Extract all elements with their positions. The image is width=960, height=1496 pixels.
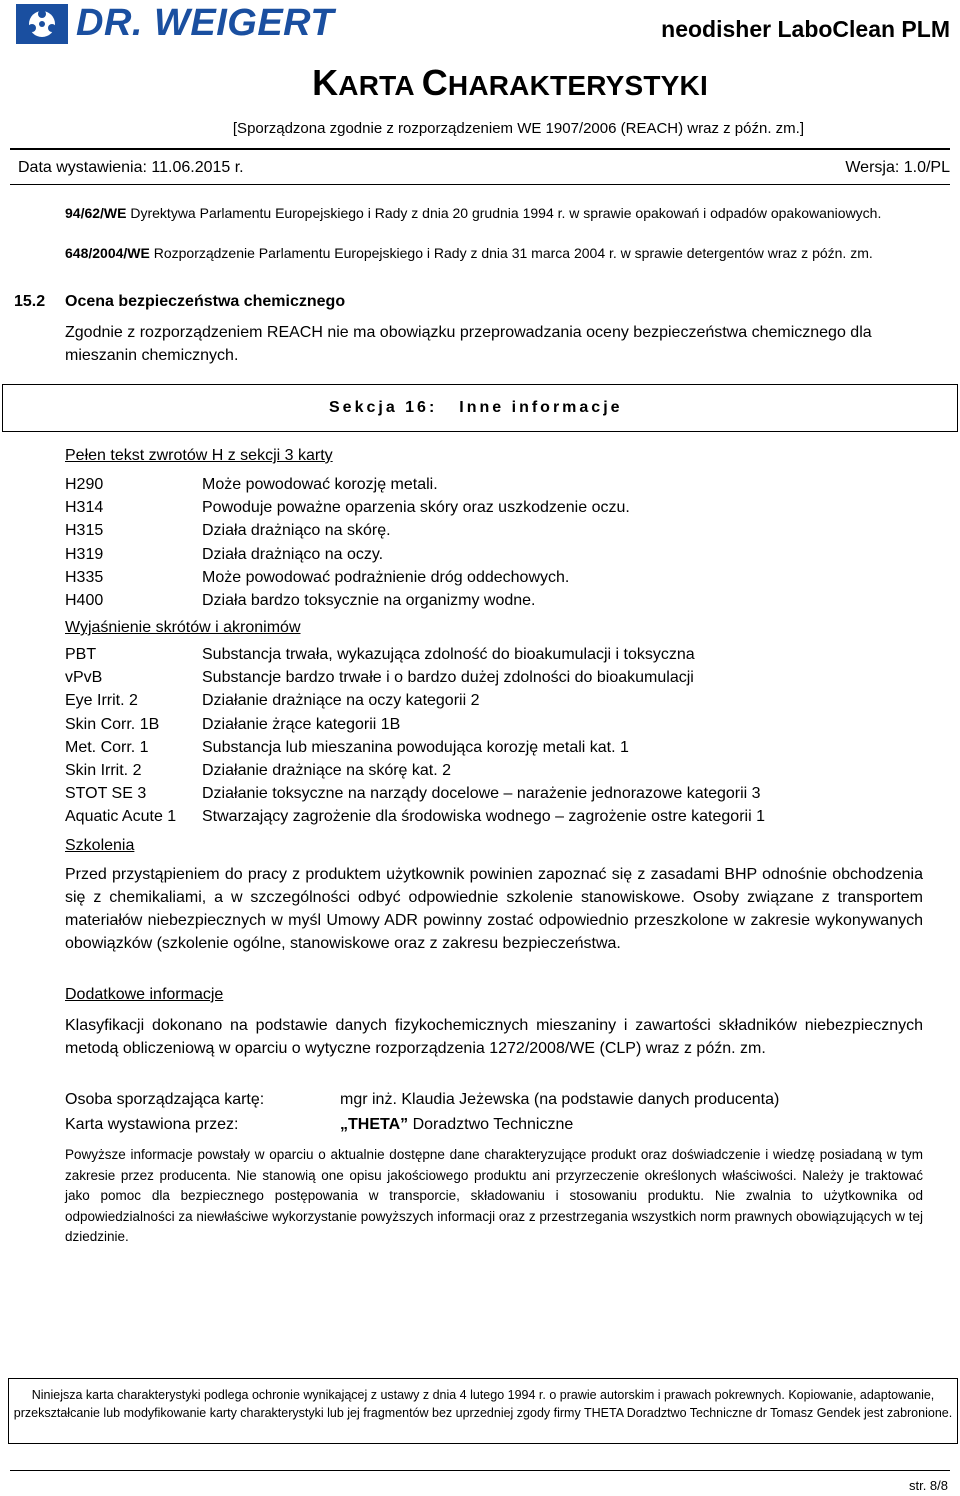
- h-statements-heading: Pełen tekst zwrotów H z sekcji 3 karty: [65, 447, 333, 464]
- h-statement-row: [65, 569, 569, 587]
- section-15-2-title: Ocena bezpieczeństwa chemicznego: [65, 293, 346, 310]
- h-statement-code: H315: [65, 522, 104, 540]
- training-text: Przed przystąpieniem do pracy z produktem użytkownik powinien zapoznać się z zasadami BHP odnośnie obchodzenia się z chemikaliami, a w szczególności odbyć odpowiednie szkolenie stanowiskowe. Osoby związane z transportem materiałów niebezpiecznych w myśl Umowy ADR powinny zostać odpowiednio przeszkolone w zakresie wykonywanych obowiązków (szkolenie ogólne, stanowiskowe oraz z zakresu bezpieczeństwa.: [65, 866, 923, 952]
- law-648-2004: [65, 243, 931, 263]
- logo-text: DR. WEIGERT: [76, 2, 335, 44]
- abbreviation-text: Substancja lub mieszanina powodująca korozję metali kat. 1: [202, 738, 629, 756]
- h-statement-text: Może powodować podrażnienie dróg oddechowych.: [202, 568, 570, 586]
- abbreviation-row: [65, 762, 451, 780]
- version: Wersja: 1.0/PL: [845, 159, 950, 176]
- h-statement-row: [65, 499, 630, 517]
- header-divider-bottom: [10, 184, 950, 185]
- copyright-footer: Niniejsza karta charakterystyki podlega ochronie wynikającej z ustawy z dnia 4 lutego 1994 r. o prawie autorskim i prawach pokrewnych. Kopiowanie, adaptowanie, przekształcanie lub modyfikowanie karty charakterystyki lub jej fragmentów bez uprzedniej zgody firmy THETA Doradztwo Techniczne dr Tomasz Gendek jest zabronione.: [8, 1378, 958, 1444]
- h-statement-row: [65, 546, 383, 564]
- document-title: [0, 62, 960, 104]
- abbreviation-text: Stwarzający zagrożenie dla środowiska wodnego – zagrożenie ostre kategorii 1: [202, 808, 765, 826]
- abbreviation-code: Eye Irrit. 2: [65, 692, 138, 710]
- law1-text: Dyrektywa Parlamentu Europejskiego i Rady z dnia 20 grudnia 1994 r. w sprawie opakowań i odpadów opakowaniowych.: [126, 205, 882, 221]
- h-statement-code: H400: [65, 592, 104, 609]
- h-statement-text: Powoduje poważne oparzenia skóry oraz uszkodzenie oczu.: [202, 499, 630, 517]
- abbreviation-code: Skin Irrit. 2: [65, 762, 142, 779]
- h-statement-code: H290: [65, 476, 104, 493]
- abbreviation-text: Działanie drażniące na skórę kat. 2: [202, 762, 452, 779]
- logo-mark-icon: [14, 2, 70, 46]
- h-statement-code: H335: [65, 568, 104, 586]
- regulation-note: [Sporządzona zgodnie z rozporządzeniem WE 1907/2006 (REACH) wraz z późn. zm.]: [232, 120, 804, 137]
- h-statement-row: [65, 476, 438, 494]
- issued-by-company: „THETA”: [340, 1116, 409, 1133]
- product-name: neodisher LaboClean PLM: [661, 16, 950, 42]
- section-16-header: [2, 384, 958, 432]
- abbreviation-text: Działanie żrące kategorii 1B: [202, 715, 401, 733]
- abbreviation-row: [65, 692, 479, 710]
- abbreviation-text: Substancja trwała, wykazująca zdolność do bioakumulacji i toksyczna: [202, 646, 695, 663]
- abbreviation-code: Aquatic Acute 1: [65, 808, 177, 826]
- title-harakterystyki: HARAKTERYSTYKI: [447, 70, 708, 101]
- law2-code: 648/2004/WE: [65, 245, 150, 261]
- abbreviation-row: [65, 669, 694, 687]
- prepared-by-label: Osoba sporządzająca kartę:: [65, 1091, 265, 1108]
- title-arta: ARTA: [338, 70, 422, 101]
- section-15-2-number: 15.2: [14, 293, 46, 310]
- prepared-by-value: mgr inż. Klaudia Jeżewska (na podstawie danych producenta): [340, 1091, 780, 1108]
- abbreviation-text: Działanie drażniące na oczy kategorii 2: [202, 692, 480, 710]
- issued-by-label: Karta wystawiona przez:: [65, 1116, 239, 1133]
- title-c: C: [421, 62, 448, 103]
- section-16-title: [329, 399, 623, 417]
- page-number: str. 8/8: [908, 1478, 948, 1493]
- additional-info-heading: Dodatkowe informacje: [65, 986, 224, 1003]
- section-16-label: Sekcja 16:: [329, 399, 438, 416]
- abbreviation-code: Met. Corr. 1: [65, 738, 149, 756]
- h-statement-text: Działa drażniąco na skórę.: [202, 522, 391, 540]
- h-statement-code: H319: [65, 545, 104, 563]
- abbreviation-row: [65, 785, 761, 803]
- h-statement-row: [65, 522, 391, 540]
- abbreviation-code: Skin Corr. 1B: [65, 715, 160, 733]
- abbreviations-heading: Wyjaśnienie skrótów i akronimów: [65, 619, 301, 636]
- footer-divider: [10, 1470, 950, 1471]
- disclaimer: Powyższe informacje powstały w oparciu o aktualnie dostępne dane charakteryzujące produkt oraz doświadczenie i wiedzę posiadaną w tym zakresie przez producenta. Nie stanowią one opisu jakościowego produktu ani przyrzeczenie określonych właściwości. Należy je traktować jako pomoc dla bezpiecznego postępowania w transporcie, składowaniu i stosowaniu produktu. Nie zwalnia to użytkownika od odpowiedzialności za niewłaściwe wykorzystanie powyższych informacji oraz z przestrzegania wszystkich norm prawnych obowiązujących w tej dziedzinie.: [65, 1147, 923, 1245]
- abbreviation-row: [65, 716, 400, 734]
- law2-text: Rozporządzenie Parlamentu Europejskiego i Rady z dnia 31 marca 2004 r. w sprawie detergentów wraz z późn. zm.: [149, 245, 873, 261]
- abbreviation-code: vPvB: [65, 669, 103, 687]
- section-15-2-text: Zgodnie z rozporządzeniem REACH nie ma obowiązku przeprowadzania oceny bezpieczeństwa chemicznego dla mieszanin chemicznych.: [65, 324, 872, 364]
- h-statement-row: [65, 592, 536, 610]
- training-heading: Szkolenia: [65, 837, 135, 854]
- issue-date: Data wystawienia: 11.06.2015 r.: [18, 159, 244, 176]
- law1-code: 94/62/WE: [65, 205, 127, 221]
- abbreviation-code: STOT SE 3: [65, 785, 147, 803]
- issued-by-rest: Doradztwo Techniczne: [408, 1116, 574, 1133]
- abbreviation-row: [65, 739, 629, 757]
- h-statement-text: Działa bardzo toksycznie na organizmy wodne.: [202, 592, 536, 609]
- law-94-62: [65, 203, 931, 223]
- header-divider: [10, 148, 950, 150]
- issued-by-value: [340, 1116, 573, 1134]
- section-16-name: Inne informacje: [459, 399, 623, 416]
- abbreviation-text: Działanie toksyczne na narządy docelowe – narażenie jednorazowe kategorii 3: [202, 785, 761, 803]
- additional-info-text: Klasyfikacji dokonano na podstawie danych fizykochemicznych mieszaniny i zawartości składników niebezpiecznych metodą obliczeniową w oparciu o wytyczne rozporządzenia 1272/2008/WE (CLP) wraz z późn. zm.: [65, 1017, 923, 1057]
- h-statement-text: Działa drażniąco na oczy.: [202, 545, 384, 563]
- title-k: K: [312, 62, 339, 103]
- h-statement-text: Może powodować korozję metali.: [202, 476, 438, 493]
- abbreviation-code: PBT: [65, 646, 97, 663]
- h-statement-code: H314: [65, 499, 104, 517]
- abbreviation-text: Substancje bardzo trwałe i o bardzo dużej zdolności do bioakumulacji: [202, 669, 694, 687]
- abbreviation-row: [65, 646, 695, 664]
- abbreviation-row: [65, 808, 765, 826]
